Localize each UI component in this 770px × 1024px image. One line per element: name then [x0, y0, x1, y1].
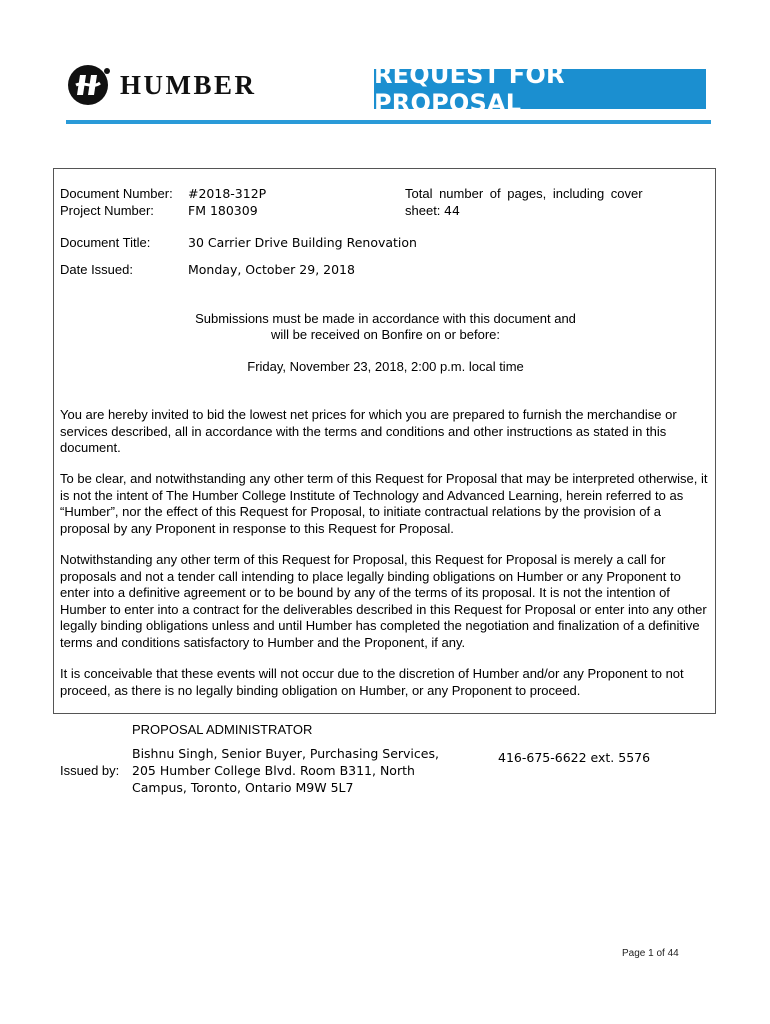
page-number: Page 1 of 44	[622, 948, 679, 959]
issuer-phone: 416-675-6622 ext. 5576	[498, 750, 651, 765]
header-divider	[66, 120, 711, 124]
humber-logo	[66, 63, 257, 107]
paragraph-invitation: You are hereby invited to bid the lowest net prices for which you are prepared to furnish the merchandise or services described, all in accordance with the terms and conditions and other instructions as stated in this document.	[60, 407, 677, 455]
project-number-label: Project Number:	[60, 203, 154, 218]
paragraph-no-contract-intent: To be clear, and notwithstanding any other term of this Request for Proposal that may be interpreted otherwise, it is not the intent of The Humber College Institute of Technology and Advanced Learning, herein referred to as “Humber”, nor the effect of this Request for Proposal, to initiate contractual relations by the provision of a proposal by any Proponent in response to this Request for Proposal.	[60, 471, 708, 536]
issued-by-label: Issued by:	[60, 763, 120, 778]
humber-logo-icon	[66, 63, 112, 107]
logo-wordmark: HUMBER	[120, 69, 257, 100]
paragraph-call-for-proposals: Notwithstanding any other term of this Request for Proposal, this Request for Proposal is merely a call for proposals and not a tender call intending to place legally binding obligations on Humber or any Proponent to enter into a definitive agreement or to be bound by any of the terms of its proposal. It is not the intention of Humber to enter into a contract for the deliverables described in this Request for Proposal or enter into any other legally binding obligations unless and until Humber has completed the negotiation and finalization of a definitive terms and conditions satisfactory to Humber and the Proponent, if any.	[60, 552, 707, 650]
submission-deadline: Friday, November 23, 2018, 2:00 p.m. local time	[247, 359, 524, 374]
total-pages-label-2: sheet:	[405, 203, 441, 218]
project-number-value: FM 180309	[188, 203, 258, 218]
total-pages-label: Total number of pages, including cover	[405, 186, 643, 201]
total-pages-value: 44	[444, 203, 460, 218]
date-issued-value: Monday, October 29, 2018	[188, 262, 355, 277]
document-number-label: Document Number:	[60, 186, 173, 201]
rfp-details-box	[53, 168, 716, 714]
document-number-value: #2018-312P	[188, 186, 267, 201]
document-title-value: 30 Carrier Drive Building Renovation	[188, 235, 417, 250]
date-issued-label: Date Issued:	[60, 262, 133, 277]
issuer-address: Bishnu Singh, Senior Buyer, Purchasing Services, 205 Humber College Blvd. Room B311, North Campus, Toronto, Ontario M9W 5L7	[132, 746, 439, 795]
submission-line-2: will be received on Bonfire on or before:	[270, 327, 501, 342]
submission-line-1: Submissions must be made in accordance with this document and	[195, 311, 576, 326]
document-title-label: Document Title:	[60, 235, 151, 250]
proposal-administrator-heading: PROPOSAL ADMINISTRATOR	[132, 722, 313, 737]
document-type-banner: REQUEST FOR PROPOSAL	[374, 69, 706, 109]
paragraph-discretion: It is conceivable that these events will not occur due to the discretion of Humber and/or any Proponent to not proceed, as there is no legally binding obligation on Humber, or any Proponent to proceed.	[60, 666, 684, 698]
